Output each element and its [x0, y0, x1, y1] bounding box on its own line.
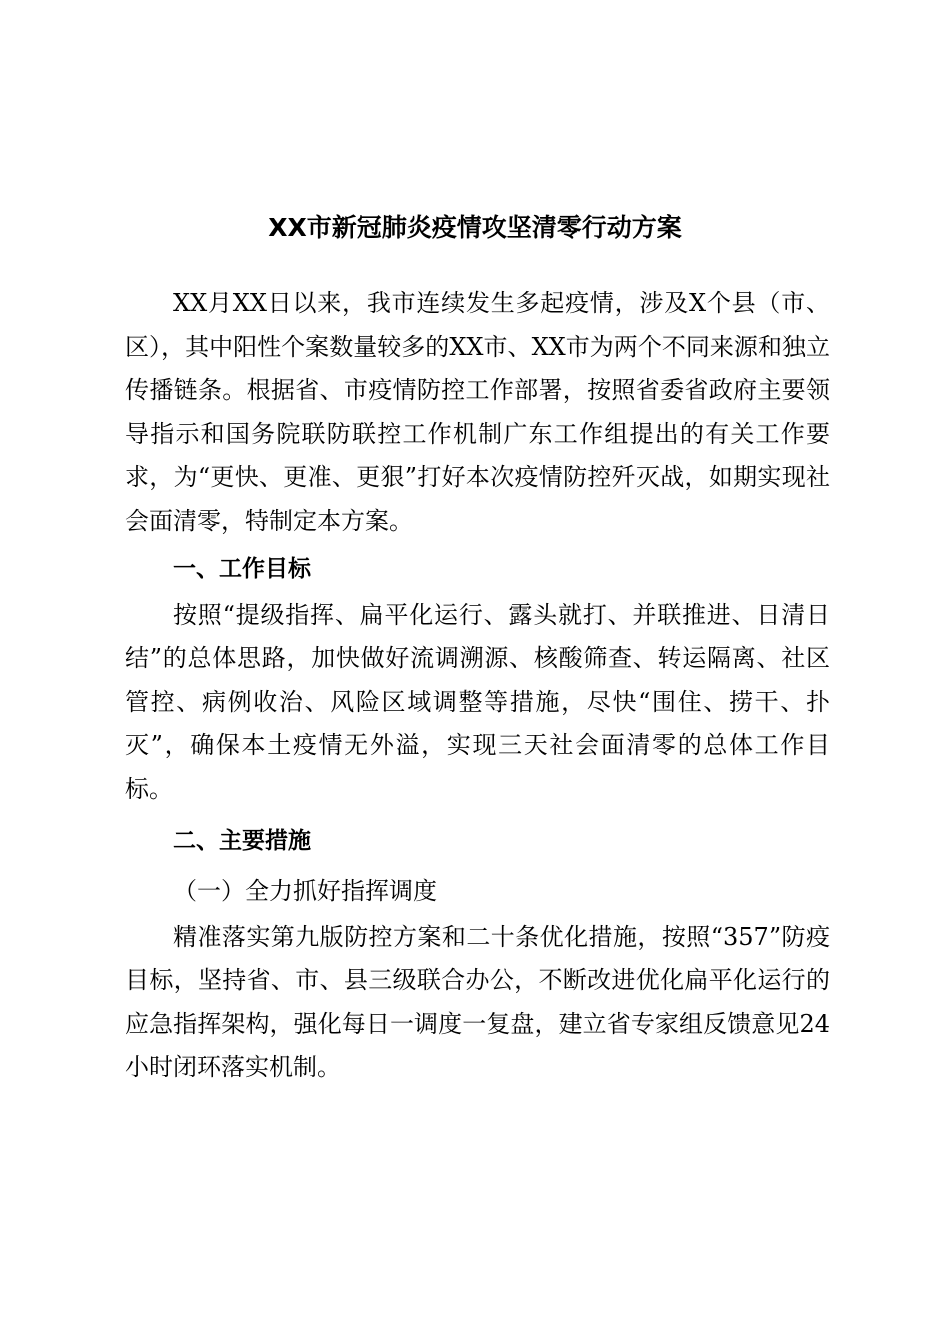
- section-heading-goals: 一、工作目标: [173, 555, 311, 582]
- subsection-heading-command: （一）全力抓好指挥调度: [173, 876, 437, 905]
- section-heading-measures: 二、主要措施: [173, 827, 311, 854]
- document-title: XX市新冠肺炎疫情攻坚清零行动方案: [268, 213, 682, 242]
- document-body: [125, 282, 830, 1090]
- goals-paragraph: 按照“提级指挥、扁平化运行、露头就打、并联推进、日清日结”的总体思路，加快做好流调溯源、核酸筛查、转运隔离、社区管控、病例收治、风险区域调整等措施，尽快“围住、捞干、扑灭”，确保本土疫情无外溢，实现三天社会面清零的总体工作目标。: [125, 600, 830, 803]
- command-paragraph: 精准落实第九版防控方案和二十条优化措施，按照“357”防疫目标，坚持省、市、县三级联合办公，不断改进优化扁平化运行的应急指挥架构，强化每日一调度一复盘，建立省专家组反馈意见24小时闭环落实机制。: [125, 922, 830, 1082]
- intro-paragraph: XX月XX日以来，我市连续发生多起疫情，涉及X个县（市、区），其中阳性个案数量较多的XX市、XX市为两个不同来源和独立传播链条。根据省、市疫情防控工作部署，按照省委省政府主要领导指示和国务院联防联控工作机制广东工作组提出的有关工作要求，为“更快、更准、更狠”打好本次疫情防控歼灭战，如期实现社会面清零，特制定本方案。: [125, 289, 830, 535]
